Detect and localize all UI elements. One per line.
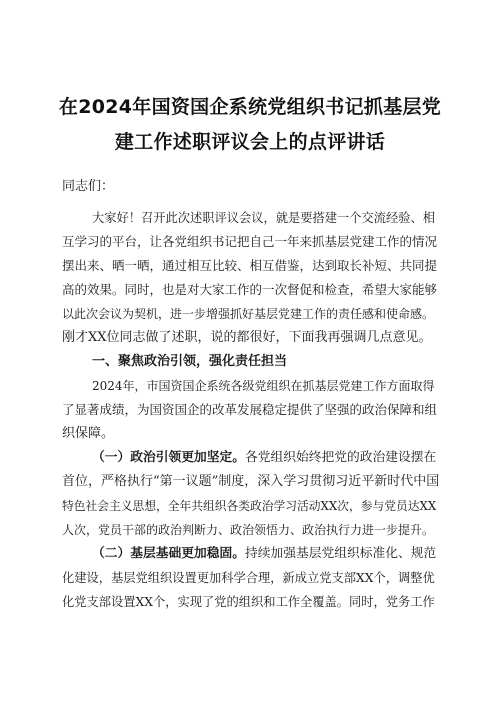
paragraph-line: 了显著成绩，为国资国企的改革发展稳定提供了坚强的政治保障和组 [62,402,438,417]
subsection-line [92,450,436,466]
paragraph-line: 摆出来、晒一晒，通过相互比较、相互借鉴，达到取长补短、共同提 [62,258,438,273]
subsection-heading: （一）政治引领更加坚定。 [92,450,245,465]
paragraph-line: 高的效果。同时，也是对大家工作的一次督促和检查，希望大家能够 [62,282,438,297]
paragraph-line: 以此次会议为契机，进一步增强抓好基层党建工作的责任感和使命感。 [62,307,435,321]
subsection-heading: （二）基层基础更加稳固。 [92,546,245,561]
paragraph-line: 刚才XX位同志做了述职，说的都很好，下面我再强调几点意见。 [62,330,432,345]
paragraph-line: 化建设，基层党组织设置更加科学合理，新成立党支部XX个，调整优 [62,571,435,585]
subsection-line [92,546,436,562]
paragraph-line: 特色社会主义思想，全年共组织各类政治学习活动XX次，参与党员达XX [62,499,437,513]
subsection-text: 各党组织始终把党的政治建设摆在 [245,450,437,465]
paragraph-line: 织保障。 [62,426,115,441]
document-title-line-2: 建工作述职评议会上的点评讲话 [114,131,386,153]
subsection-text: 持续加强基层党组织标准化、规范 [245,546,437,561]
paragraph-line: 人次，党员干部的政治判断力、政治领悟力、政治执行力进一步提升。 [62,523,435,537]
paragraph-line: 互学习的平台，让各党组织书记把自己一年来抓基层党建工作的情况 [62,234,438,249]
section-heading: 一、聚焦政治引领，强化责任担当 [92,354,288,369]
paragraph-line: 2024年，市国资国企系统各级党组织在抓基层党建工作方面取得 [92,379,435,393]
paragraph-line: 首位，严格执行“第一议题”制度，深入学习贯彻习近平新时代中国 [62,474,440,489]
salutation: 同志们： [62,179,115,194]
document-title-line-1: 在2024年国资国企系统党组织书记抓基层党 [58,96,442,118]
paragraph-line: 大家好！召开此次述职评议会议，就是要搭建一个交流经验、相 [92,211,435,225]
paragraph-line: 化党支部设置XX个，实现了党的组织和工作全覆盖。同时，党务工作 [62,595,435,609]
